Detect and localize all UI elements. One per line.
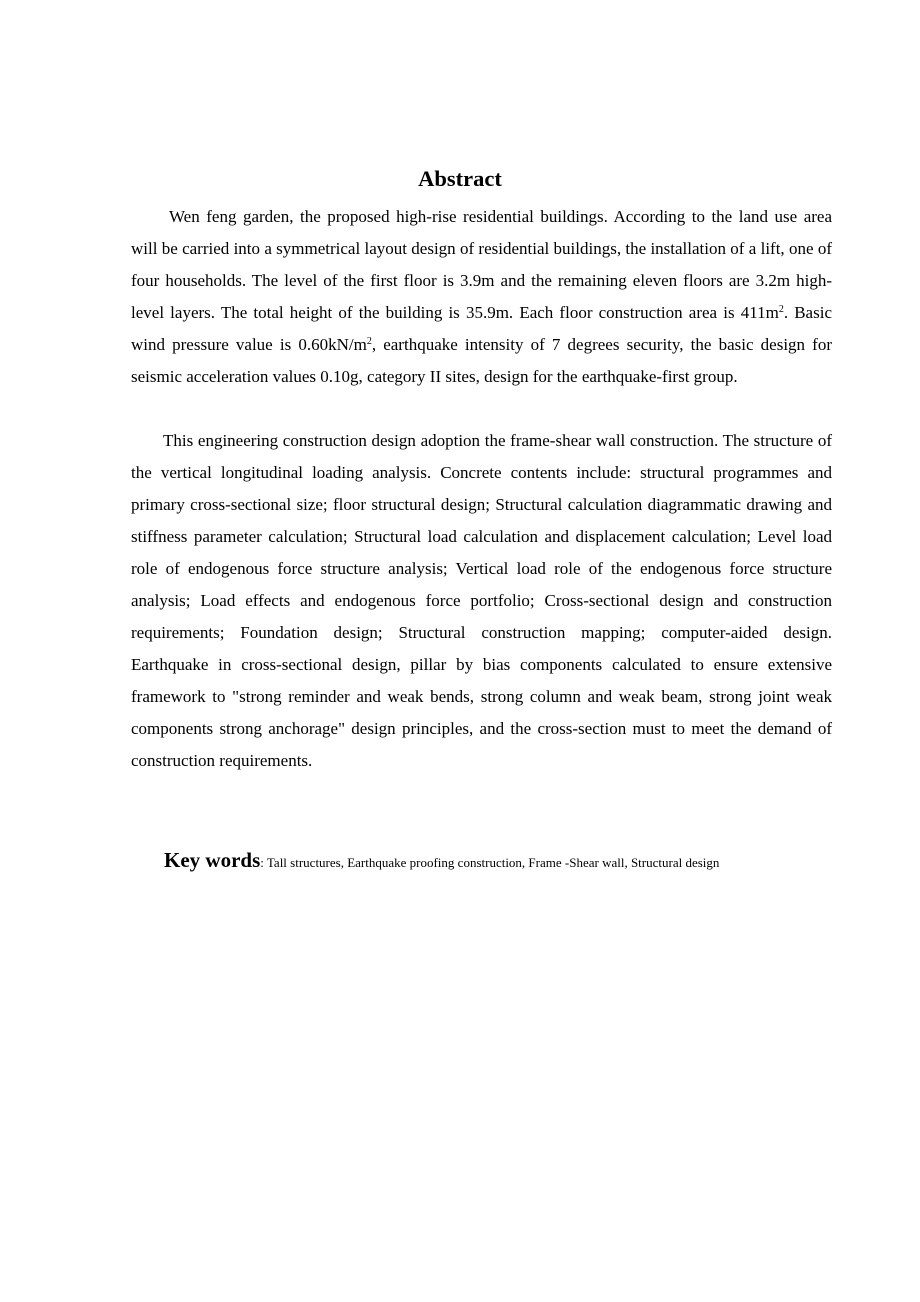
paragraph-1-text-b: . Basic wind pressure value is 0.60kN/m: [131, 303, 832, 354]
keywords-separator: :: [260, 855, 267, 870]
paragraph-1-text-c: , earthquake intensity of 7 degrees security, the basic design for seismic acceleration values 0.10g, category II sites, design for the earthquake-first group.: [131, 335, 832, 386]
page-title: Abstract: [418, 166, 502, 191]
superscript-squared-1: 2: [778, 304, 784, 315]
abstract-paragraph-2: This engineering construction design adoption the frame-shear wall construction. The structure of the vertical longitudinal loading analysis. Concrete contents include: structural programmes and primary cross-sectional size; floor structural design; Structural calculation diagrammatic drawing and stiffness parameter calculation; Structural load calculation and displacement calculation; Level load role of endogenous force structure analysis; Vertical load role of the endogenous force structure analysis; Load effects and endogenous force portfolio; Cross-sectional design and construction requirements; Foundation design; Structural construction mapping; computer-aided design. Earthquake in cross-sectional design, pillar by bias components calculated to ensure extensive framework to "strong reminder and weak bends, strong column and weak beam, strong joint weak components strong anchorage" design principles, and the cross-section must to meet the demand of construction requirements.: [131, 431, 832, 770]
keywords-label: Key words: [164, 848, 261, 872]
superscript-squared-2: 2: [366, 336, 372, 347]
keywords-line: [164, 844, 844, 879]
paragraph-1-text-a: Wen feng garden, the proposed high-rise residential buildings. According to the land use area will be carried into a symmetrical layout design of residential buildings, the installation of a lift, one of four households. The level of the first floor is 3.9m and the remaining eleven floors are 3.2m high-level layers. The total height of the building is 35.9m. Each floor construction area is 411m: [131, 207, 832, 322]
abstract-paragraph-1: [131, 201, 832, 393]
keywords-value: Tall structures, Earthquake proofing construction, Frame -Shear wall, Structural design: [266, 855, 720, 870]
